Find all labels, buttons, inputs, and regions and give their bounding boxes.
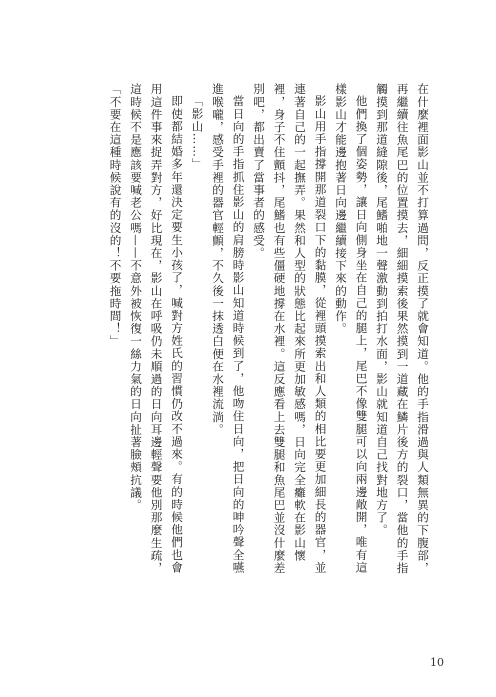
paragraph-3: 影山用手指撐開那道裂口下的黏膜，從裡頭摸索出和人類的相比要更加細長的器官，並連著自己的一起撫弄。果然和人型的狀態比起來所更加敏感嗎，日向完全癱軟在影山懷裡，身子不住顫抖，尾鰭也有些僵硬地撐在水裡。這反應看上去雙腿和魚尾巴並沒什麼差別吧，都出賣了當事者的感受。 xyxy=(252,83,328,575)
dialogue-line-2: 「不要在這種時候說有的沒的！不要拖時間！」 xyxy=(108,83,123,348)
paragraph-4: 當日向的手指抓住影山的肩膀時影山知道時候到了，他吻住日向，把日向的呻吟聲全嚥進喉嚨，感受手裡的器官輕顫，不久後一抹透白便在水裡流淌。 xyxy=(211,83,246,574)
dialogue-line-1: 「影山……」 xyxy=(190,94,205,171)
paragraph-5: 即使都結婚多年還決定要生小孩了，喊對方姓氏的習慣仍改不過來。有的時候他們也會用這件事來捉弄對方，好比現在，影山在呼吸仍未順過的日向耳邊輕聲要他別那麼生疏，這時候不是應該要喊老公嗎——不意外被恢復一絲力氣的日向扯著臉頰抗議。 xyxy=(129,83,184,575)
novel-text-column-block xyxy=(61,83,433,583)
page-number: 10 xyxy=(430,656,444,669)
paragraph-1: 在什麼裡面影山並不打算過問，反正摸了就會知道。他的手指滑過與人類無異的下腹部，再繼續往魚尾巴的位置摸去，細細摸索後果然摸到一道藏在鱗片後方的裂口，當他的手指觸摸到那道縫隙後，尾鰭啪地一聲激動到拍打水面，影山就知道自己找對地方了。 xyxy=(375,83,430,575)
paragraph-2: 他們換了個姿勢，讓日向側身坐在自己的腿上，尾巴不像雙腿可以向兩邊敞開，唯有這樣影山才能邊抱著日向邊繼續接下來的動作。 xyxy=(334,83,369,574)
